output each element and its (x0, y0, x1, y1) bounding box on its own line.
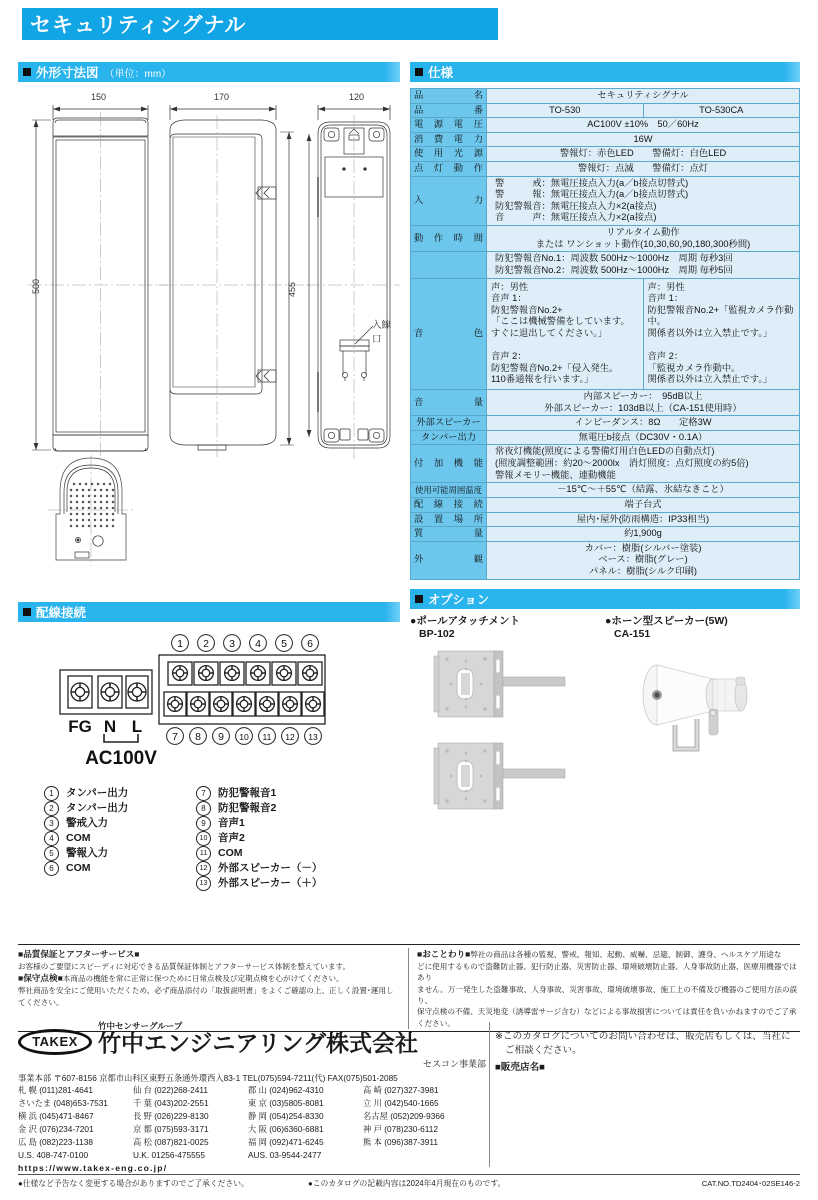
spec-value: AC100V ±10% 50／60Hz (487, 118, 800, 133)
quality-heading: ■品質保証とアフターサービス■ (18, 949, 140, 959)
office: 神 戸 (078)230-6112 (363, 1123, 439, 1134)
table-row (411, 278, 800, 389)
spec-value: 警報灯：赤色LED 警備灯：白色LED (487, 147, 800, 162)
terminal-desc: 警戒入力 (66, 817, 108, 829)
terminal-legend-right (196, 786, 348, 891)
maintenance-line: 本商品の機能を常に正常に保つために日常点検及び定期点検を心がけてください。 (62, 974, 344, 984)
office: U.S. 408-747-0100 (18, 1149, 89, 1160)
office: 名古屋 (052)209-9366 (363, 1111, 445, 1122)
spec-line: 外部スピーカー：103dB以上（CA-151使用時） (544, 402, 742, 413)
list-item (44, 801, 196, 816)
bottom-bar (18, 1174, 800, 1189)
spec-value-model2: TO-530CA (643, 103, 800, 118)
wiring-diagram (18, 622, 400, 782)
spec-value: 無電圧b接点（DC30V・0.1A） (487, 430, 800, 445)
spec-line: 防犯警報音No.2+「監視カメラ作動中。 (647, 304, 794, 327)
company-hq: 事業本部 〒607-8156 京都市山科区東野五条通外環西入83-1 TEL(075)594-7211(代) FAX(075)501-2085 (18, 1072, 398, 1083)
spec-label: 外 観 (411, 541, 487, 579)
spec-value-model1: TO-530 (487, 103, 644, 118)
notice-heading: ■おことわり■ (417, 949, 471, 959)
terminal-desc: 外部スピーカー（＋） (218, 877, 323, 889)
dim-height-total: 500 (31, 278, 41, 294)
section-header-options (410, 589, 800, 609)
table-row (411, 89, 800, 104)
spec-line: 音声 1： (491, 293, 527, 304)
terminal-desc: 防犯警報音1 (218, 787, 277, 799)
spec-line: 警報メモリー機能、連動機能 (495, 469, 616, 480)
section-header-spec (410, 62, 800, 82)
option-name-1 (410, 615, 605, 628)
terminal-desc: 音声1 (218, 817, 245, 829)
table-row (411, 430, 800, 445)
terminal-label-n: N (103, 717, 117, 736)
list-item (196, 876, 348, 891)
list-item (44, 861, 196, 876)
bullet-icon: ● (410, 614, 417, 627)
option-image-horn-speaker (605, 647, 795, 822)
office: 京 都 (075)593-3171 (133, 1123, 209, 1134)
terminal-desc: タンパー出力 (66, 802, 129, 814)
spec-value: 16W (487, 132, 800, 147)
square-bullet-icon (23, 608, 31, 616)
office: 静 岡 (054)254-8330 (248, 1111, 324, 1122)
table-row (411, 132, 800, 147)
spec-line: 防犯警報音：無電圧接点入力×2(a接点) (495, 200, 657, 211)
spec-line: 音声 1： (647, 293, 684, 304)
spec-line: リアルタイム動作 (606, 227, 680, 238)
office: 大 阪 (06)6360-6881 (248, 1123, 324, 1134)
spec-label: 外部スピーカー (411, 416, 487, 431)
terminal-desc: COM (218, 847, 243, 859)
company-name-block (98, 1022, 418, 1055)
terminal-legend (18, 786, 400, 891)
table-row (411, 226, 800, 252)
table-row (411, 541, 800, 579)
specification-table (410, 88, 800, 580)
terminal-desc: COM (66, 862, 91, 874)
office: 札 幌 (011)281-4641 (18, 1085, 94, 1096)
office: 広 島 (082)223-1138 (18, 1136, 94, 1147)
spec-line: 声：男性 (491, 281, 529, 292)
terminal-label-l: L (131, 717, 143, 736)
terminal-desc: COM (66, 832, 91, 844)
table-row (411, 162, 800, 177)
terminal-number: 2 (44, 801, 59, 816)
list-item (44, 846, 196, 861)
bottom-note-2: ●このカタログの記載内容は2024年4月現在のものです。 (308, 1179, 506, 1188)
office (363, 1149, 478, 1162)
terminal-number: 12 (196, 861, 211, 876)
options-row (410, 615, 800, 822)
list-item (44, 831, 196, 846)
terminal-desc: 外部スピーカー（－） (218, 862, 323, 874)
spec-label: 品 番 (411, 103, 487, 118)
office: 東 京 (03)5805-8081 (248, 1098, 324, 1109)
spec-value: 警報灯：点滅 警備灯：点灯 (487, 162, 800, 177)
svg-text:2: 2 (203, 638, 209, 650)
table-row (411, 252, 800, 278)
company-logo-line (18, 1022, 488, 1055)
terminal-number: 3 (44, 816, 59, 831)
spec-line: 関係者以外は立入禁止です。」 (647, 327, 773, 338)
spec-value: 屋内･屋外(防雨構造：IP33相当) (487, 512, 800, 527)
section-title-spec: 仕様 (428, 66, 454, 80)
option-horn-speaker (605, 615, 800, 822)
spec-line: 常夜灯機能(照度による警備灯用白色LEDの自動点灯) (495, 446, 715, 457)
spec-line: 防犯警報音No.2+「侵入発生。 (491, 362, 619, 373)
office-row (18, 1123, 488, 1136)
dimension-drawing-svg (18, 82, 400, 602)
terminal-number: 4 (44, 831, 59, 846)
right-column (410, 62, 800, 822)
spec-value: セキュリティシグナル (487, 89, 800, 104)
maintenance-line-2: 弊社商品を安全にご使用いただくため、必ず商品添付の「取扱説明書」をよくご確認の上、正しく設置･運用してください。 (18, 986, 394, 1007)
svg-text:6: 6 (307, 638, 313, 650)
square-bullet-icon (415, 595, 423, 603)
office: 立 川 (042)540-1665 (363, 1098, 439, 1109)
spec-line: (照度調整範囲：約20～2000lx 消灯照度：点灯照度の約5倍) (495, 458, 749, 469)
power-label: AC100V (85, 748, 157, 769)
spec-line: 防犯警報音No.2：周波数 500Hz～1000Hz 周期 毎秒5回 (495, 264, 733, 275)
label-inlet: 入線口 (372, 320, 392, 345)
spec-value-features (487, 445, 800, 483)
spec-value: －15℃～＋55℃（結露、氷結なきこと） (487, 483, 800, 498)
spec-line: 音 声：無電圧接点入力×2(a接点) (495, 212, 657, 223)
terminal-desc: タンパー出力 (66, 787, 129, 799)
spec-value: 約1,900g (487, 527, 800, 542)
option-pole-attachment (410, 615, 605, 822)
dimension-drawing (18, 82, 400, 602)
company-group: 竹中センサーグループ (98, 1021, 183, 1031)
terminal-number: 10 (196, 831, 211, 846)
quality-notice (18, 948, 408, 1029)
option-label-2: ホーン型スピーカー(5W) (611, 614, 728, 627)
terminal-number: 8 (196, 801, 211, 816)
bottom-note-1: ●仕様など予告なく変更する場合がありますのでご了承ください。 (18, 1179, 249, 1188)
terminal-number: 13 (196, 876, 211, 891)
catalog-number: CAT.NO.TD2404･02SE146-2 (701, 1179, 800, 1188)
list-item (196, 816, 348, 831)
office-row (18, 1110, 488, 1123)
spec-label: 音 色 (411, 278, 487, 389)
table-row (411, 103, 800, 118)
square-bullet-icon (23, 68, 31, 76)
dealer-block (495, 1030, 800, 1075)
spec-line: カバー：樹脂(シルバー塗装) (584, 542, 702, 553)
company-addresses (18, 1072, 488, 1162)
spec-line: 警 戒：無電圧接点入力(a／b接点切替式) (495, 177, 689, 188)
square-bullet-icon (415, 68, 423, 76)
dealer-note-1: ※このカタログについてのお問い合わせは、販売店もしくは、当社に (495, 1031, 791, 1042)
left-column (18, 62, 400, 891)
page-title: セキュリティシグナル (30, 14, 247, 37)
list-item (196, 831, 348, 846)
spec-line: 防犯警報音No.1：周波数 500Hz～1000Hz 周期 毎秒3回 (495, 253, 733, 264)
section-header-wiring (18, 602, 400, 622)
terminal-number: 6 (44, 861, 59, 876)
office: 千 葉 (043)202-2551 (133, 1098, 209, 1109)
office-row (18, 1136, 488, 1149)
takex-logo-icon (18, 1029, 92, 1055)
notice-line-2: どに使用するもので盗難防止器、犯行防止器、災害防止器、環境破壊防止器、人身事故防止器、医療用機器ではあり (417, 961, 797, 983)
spec-label: 点 灯 動 作 (411, 162, 487, 177)
dim-height-side: 455 (287, 281, 297, 297)
spec-label-empty (411, 252, 487, 278)
table-row (411, 416, 800, 431)
spec-line: 声：男性 (647, 281, 685, 292)
spec-line: 防犯警報音No.2+ (491, 304, 563, 315)
list-item (196, 846, 348, 861)
office: U.K. 01256-475555 (133, 1149, 205, 1160)
dim-width-back: 120 (349, 92, 365, 102)
notice-line-3: ません。万一発生した盗難事故、人身事故、災害事故、環境破壊事故、施工上の不備及び機器のご使用方法の誤り、 (417, 984, 798, 1006)
disclaimer-notice (408, 948, 800, 1029)
footer-divider (489, 1022, 490, 1167)
svg-text:1: 1 (177, 638, 183, 650)
office: 熊 本 (096)387-3911 (363, 1136, 439, 1147)
table-row (411, 483, 800, 498)
spec-value-appearance (487, 541, 800, 579)
svg-text:3: 3 (229, 638, 235, 650)
office-row (18, 1149, 488, 1162)
spec-value-tone-col2 (643, 278, 800, 389)
spec-label: 使 用 光 源 (411, 147, 487, 162)
option-image-pole-attachment (410, 647, 600, 822)
spec-label: 設 置 場 所 (411, 512, 487, 527)
option-label-1: ポールアタッチメント (416, 614, 520, 627)
svg-text:9: 9 (218, 731, 224, 743)
office: AUS. 03-9544-2477 (248, 1149, 322, 1160)
svg-text:11: 11 (262, 732, 272, 742)
takex-logo-text: TAKEX (32, 1034, 78, 1049)
spec-label: タンパー出力 (411, 430, 487, 445)
spec-line: ベース：樹脂(グレー) (598, 554, 688, 565)
svg-text:8: 8 (195, 731, 201, 743)
wiring-diagram-svg (18, 622, 400, 782)
office: 長 野 (026)229-8130 (133, 1111, 209, 1122)
option-model-1: BP-102 (419, 627, 455, 640)
table-row (411, 147, 800, 162)
spec-line: 「ここは機械警備をしています。 (491, 316, 630, 327)
option-model-2: CA-151 (614, 627, 651, 640)
bullet-icon: ● (605, 614, 612, 627)
section-title-dimensions: 外形寸法図 (36, 66, 99, 80)
section-subtitle-unit: （単位：mm） (104, 68, 172, 80)
spec-line: 音声 2： (647, 351, 684, 362)
company-footer (18, 1022, 488, 1173)
spec-label: 音 量 (411, 390, 487, 416)
spec-value: インピーダンス：8Ω 定格3W (487, 416, 800, 431)
spec-line: 内部スピーカー： 95dB以上 (583, 391, 703, 402)
office-row (18, 1097, 488, 1110)
office: 仙 台 (022)268-2411 (133, 1085, 209, 1096)
svg-text:5: 5 (281, 638, 287, 650)
list-item (196, 801, 348, 816)
list-item (44, 816, 196, 831)
office: 横 浜 (045)471-8467 (18, 1111, 94, 1122)
terminal-number: 7 (196, 786, 211, 801)
spec-label: 電 源 電 圧 (411, 118, 487, 133)
spec-line: または ワンショット動作(10,30,60,90,180,300秒間) (535, 238, 751, 249)
section-title-wiring: 配線接続 (36, 606, 87, 620)
svg-text:13: 13 (308, 732, 318, 742)
spec-line: すぐに退出してください。」 (491, 327, 608, 338)
terminal-number: 9 (196, 816, 211, 831)
section-title-options: オプション (428, 592, 490, 607)
section-header-dimensions (18, 62, 400, 82)
footer-notices (18, 944, 800, 1032)
spec-line: 110番通報を行います。」 (491, 374, 594, 385)
page-title-bar (22, 8, 498, 40)
list-item (196, 786, 348, 801)
office: 郡 山 (024)962-4310 (248, 1085, 324, 1096)
spec-label: 品 名 (411, 89, 487, 104)
office: 金 沢 (076)234-7201 (18, 1123, 94, 1134)
svg-text:10: 10 (239, 732, 249, 742)
spec-label: 質 量 (411, 527, 487, 542)
company-name: 竹中エンジニアリング株式会社 (98, 1029, 419, 1056)
spec-value-alarmtone (487, 252, 800, 278)
notice-line-1: 弊社の商品は各種の監視、警戒、報知、起動、威嚇、忌避、制御、護身、ヘルスケア用途な (470, 950, 782, 959)
terminal-number: 11 (196, 846, 211, 861)
company-url[interactable]: https://www.takex-eng.co.jp/ (18, 1162, 168, 1173)
spec-value-input (487, 176, 800, 225)
office: さいたま (048)653-7531 (18, 1098, 108, 1109)
spec-line: パネル：樹脂(シルク印刷) (588, 565, 698, 576)
spec-value-optime (487, 226, 800, 252)
terminal-label-fg: FG (68, 717, 92, 736)
svg-text:7: 7 (172, 731, 178, 743)
table-row (411, 445, 800, 483)
terminal-number: 5 (44, 846, 59, 861)
terminal-desc: 警報入力 (66, 847, 108, 859)
table-row (411, 527, 800, 542)
office: 高 崎 (027)327-3981 (363, 1085, 439, 1096)
terminal-desc: 防犯警報音2 (218, 802, 277, 814)
spec-line-spacer (491, 340, 639, 352)
terminal-number: 1 (44, 786, 59, 801)
table-row (411, 390, 800, 416)
spec-value-tone-col1 (487, 278, 644, 389)
table-row (411, 176, 800, 225)
notice-line-4: 保守点検の不備、天災地変（誘導雷サージ含む）などによる事故損害については責任を負いかねますのでご了承ください。 (417, 1007, 797, 1028)
spec-label: 入 力 (411, 176, 487, 225)
list-item (44, 786, 196, 801)
company-division: セスコン事業部 (422, 1058, 486, 1069)
svg-text:12: 12 (285, 732, 295, 742)
dealer-note-2: ご相談ください。 (505, 1045, 582, 1057)
office-row (18, 1084, 488, 1097)
dealer-heading: ■販売店名■ (495, 1061, 545, 1073)
quality-line: お客様のご要望にスピーディに対応できる品質保証体制とアフターサービス体制を整えています。 (18, 961, 351, 971)
spec-label: 付 加 機 能 (411, 445, 487, 483)
spec-label: 動 作 時 間 (411, 226, 487, 252)
terminal-desc: 音声2 (218, 832, 245, 844)
office: 福 岡 (092)471-6245 (248, 1136, 324, 1147)
maintenance-heading: ■保守点検■ (18, 973, 63, 984)
spec-label: 消 費 電 力 (411, 132, 487, 147)
spec-line: 「監視カメラ作動中。 (647, 362, 741, 373)
spec-line-spacer (648, 340, 796, 352)
spec-label: 配 線 接 続 (411, 497, 487, 512)
svg-text:4: 4 (255, 638, 261, 650)
spec-line: 音声 2： (491, 351, 527, 362)
dim-width-side: 170 (214, 92, 230, 102)
table-row (411, 497, 800, 512)
spec-label: 使用可能周囲温度 (411, 483, 487, 498)
dim-width-front: 150 (91, 92, 107, 102)
table-row (411, 512, 800, 527)
terminal-legend-left (44, 786, 196, 891)
spec-line: 警 報：無電圧接点入力(a／b接点切替式) (495, 189, 689, 200)
office: 高 松 (087)821-0025 (133, 1136, 209, 1147)
table-row (411, 118, 800, 133)
spec-line: 関係者以外は立入禁止です。」 (647, 374, 773, 385)
spec-value: 端子台式 (487, 497, 800, 512)
spec-value-volume (487, 390, 800, 416)
list-item (196, 861, 348, 876)
option-name-2 (605, 615, 800, 628)
